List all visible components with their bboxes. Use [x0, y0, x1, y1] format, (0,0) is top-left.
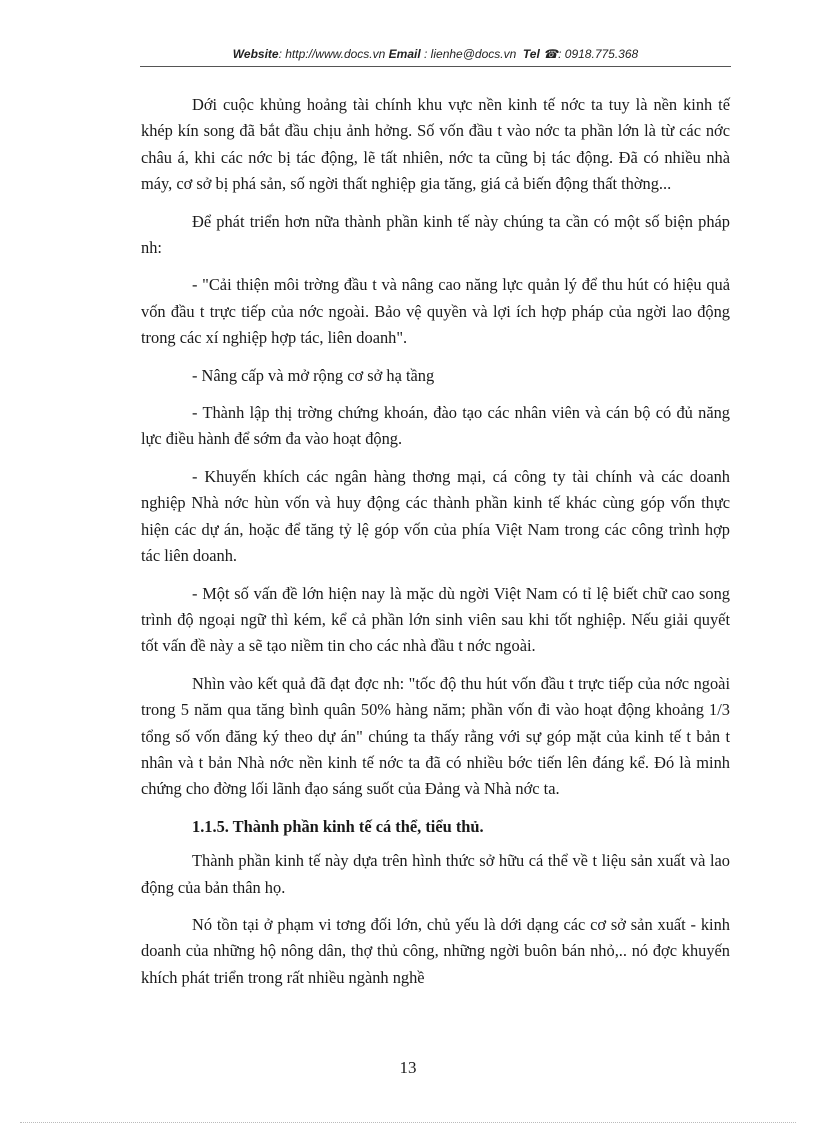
tel-label: Tel: [522, 47, 540, 61]
website-value[interactable]: : http://www.docs.vn: [278, 47, 386, 61]
page-header: [140, 47, 731, 61]
header-divider: [140, 66, 731, 67]
body-paragraph: - Khuyến khích các ngân hàng thơng mại, cá công ty tài chính và các doanh nghiệp Nhà nớc hùn vốn và huy động các thành phần kinh tế khác cùng góp vốn thực hiện các dự án, hoặc để tăng tỷ lệ góp vốn của phía Việt Nam trong các công trình hợp tác liên doanh.: [141, 466, 730, 566]
page-number: 13: [399, 1058, 417, 1077]
section-paragraph: Thành phần kinh tế này dựa trên hình thức sở hữu cá thể về t liệu sản xuất và lao động của bản thân họ.: [141, 851, 730, 897]
section-paragraph: Nó tồn tại ở phạm vi tơng đối lớn, chủ yếu là dới dạng các cơ sở sản xuất - kinh doanh của những hộ nông dân, thợ thủ công, những ngời buôn bán nhỏ,.. nó đợc khuyến khích phát triển trong rất nhiều ngành nghề: [141, 914, 730, 987]
body-paragraph: - "Cải thiện môi trờng đầu t và nâng cao năng lực quản lý để thu hút có hiệu quả vốn đầu t trực tiếp của nớc ngoài. Bảo vệ quyền và lợi ích hợp pháp của ngời lao động trong các xí nghiệp hợp tác, liên doanh".: [141, 275, 730, 348]
body-paragraph: Để phát triển hơn nữa thành phần kinh tế này chúng ta cần có một số biện pháp nh:: [141, 211, 730, 258]
body-paragraph: Dới cuộc khủng hoảng tài chính khu vực nền kinh tế nớc ta tuy là nền kinh tế khép kín song đã bắt đầu chịu ảnh hởng. Số vốn đầu t vào nớc ta phần lớn là từ các nớc châu á, khi các nớc bị tác động, lẽ tất nhiên, nớc ta cũng bị tác động. Đã có nhiều nhà máy, cơ sở bị phá sản, số ngời thất nghiệp gia tăng, giá cả biến động thất thờng...: [141, 95, 730, 194]
website-label: Website: [232, 47, 279, 61]
email-value[interactable]: : lienhe@docs.vn: [424, 47, 517, 61]
body-paragraph: - Nâng cấp và mở rộng cơ sở hạ tầng: [192, 365, 435, 385]
section-heading: 1.1.5. Thành phần kinh tế cá thể, tiểu thủ.: [192, 816, 484, 836]
body-paragraph: - Một số vấn đề lớn hiện nay là mặc dù ngời Việt Nam có tỉ lệ biết chữ cao song trình độ ngoại ngữ thì kém, kể cả phần lớn sinh viên sau khi tốt nghiệp. Nếu giải quyết tốt vấn đề này a sẽ tạo niềm tin cho các nhà đầu t nớc ngoài.: [141, 583, 730, 656]
body-paragraph: Nhìn vào kết quả đã đạt đợc nh: "tốc độ thu hút vốn đầu t trực tiếp của nớc ngoài trong 5 năm qua tăng bình quân 50% hàng năm; phần vốn đi vào hoạt động khoảng 1/3 tổng số vốn đăng ký theo dự án" chúng ta thấy rằng với sự góp mặt của kinh tế t bản t nhân và t bản Nhà nớc nền kinh tế nớc ta đã có nhiều bớc tiến lên đáng kể. Đó là minh chứng cho đờng lối lãnh đạo sáng suốt của Đảng và Nhà nớc ta.: [141, 673, 730, 799]
body-paragraph: - Thành lập thị trờng chứng khoán, đào tạo các nhân viên và cán bộ có đủ năng lực điều hành để sớm đa vào hoạt động.: [141, 403, 730, 449]
email-label: Email: [388, 47, 421, 61]
tel-value: ☎: 0918.775.368: [543, 47, 639, 61]
document-body: [141, 92, 730, 1002]
